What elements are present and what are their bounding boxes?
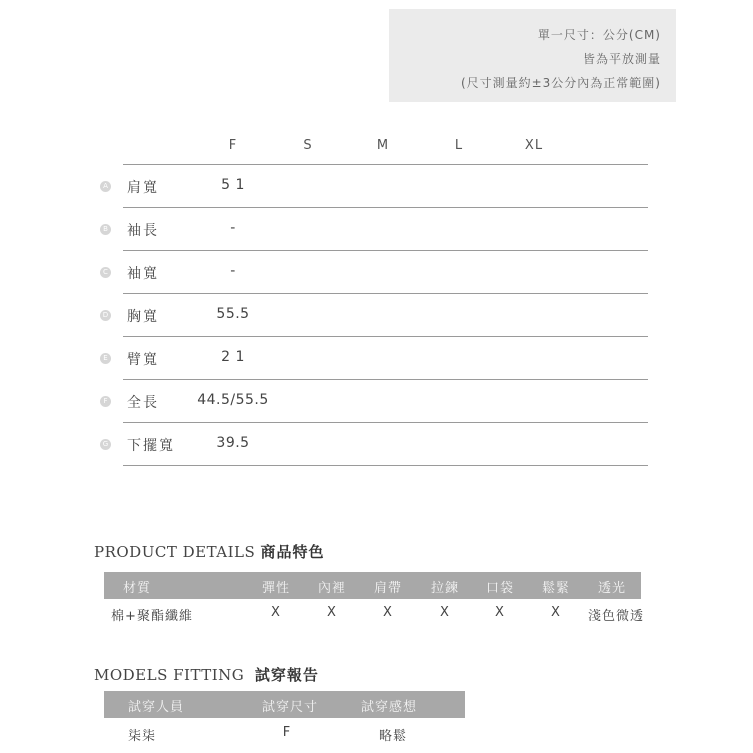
size-row-sleeve-length — [103, 208, 648, 251]
detail-header-strap: 肩帶 — [373, 581, 403, 596]
size-row-arm — [103, 337, 648, 380]
models-fitting-title — [94, 664, 319, 685]
note-tolerance: (尺寸測量約±3公分內為正常範圍) — [460, 76, 661, 90]
badge-b-icon: B — [100, 224, 111, 235]
fit-header-size: 試穿尺寸 — [261, 700, 319, 715]
detail-header-lining: 內裡 — [317, 581, 347, 596]
size-row-sleeve-width — [103, 251, 648, 294]
size-row-shoulder — [103, 165, 648, 208]
badge-c-icon: C — [100, 267, 111, 278]
row-label: 全長 — [127, 395, 159, 411]
fit-value-model: 柒柒 — [127, 729, 157, 744]
product-details-header — [104, 572, 641, 599]
detail-header-waist: 鬆緊 — [541, 581, 571, 596]
badge-e-icon: E — [100, 353, 111, 364]
badge-g-icon: G — [100, 439, 111, 450]
row-label: 下擺寬 — [127, 438, 175, 454]
note-unit: 單一尺寸：公分(CM) — [537, 28, 661, 42]
detail-header-elasticity: 彈性 — [261, 581, 291, 596]
detail-value-elasticity: X — [271, 605, 281, 620]
models-fitting-title-en: MODELS FITTING — [94, 666, 245, 684]
row-label: 肩寬 — [127, 180, 159, 196]
detail-value-material: 棉+聚酯纖維 — [111, 609, 193, 624]
row-value-f: 2 1 — [221, 349, 245, 365]
size-header-f: F — [228, 138, 238, 153]
size-header-s: S — [303, 138, 313, 153]
size-header-xl: XL — [524, 138, 544, 153]
row-label: 臂寬 — [127, 352, 159, 368]
product-details-title — [94, 541, 325, 562]
size-table — [95, 131, 648, 466]
models-fitting-title-zh: 試穿報告 — [254, 666, 319, 684]
fit-header-model: 試穿人員 — [127, 700, 185, 715]
row-label: 袖長 — [127, 223, 159, 239]
detail-header-sheerness: 透光 — [597, 581, 627, 596]
row-label: 胸寬 — [127, 309, 159, 325]
product-details-title-zh: 商品特色 — [260, 543, 325, 561]
detail-header-material: 材質 — [122, 581, 152, 596]
row-value-f: 39.5 — [216, 435, 250, 451]
badge-f-icon: F — [100, 396, 111, 407]
badge-d-icon: D — [100, 310, 111, 321]
detail-value-strap: X — [383, 605, 393, 620]
row-value-f: 44.5/55.5 — [197, 392, 269, 408]
note-method: 皆為平放測量 — [582, 52, 661, 66]
detail-value-pocket: X — [495, 605, 505, 620]
detail-value-zipper: X — [440, 605, 450, 620]
fit-value-feedback: 略鬆 — [378, 729, 408, 744]
models-fitting-header — [104, 691, 465, 718]
detail-header-pocket: 口袋 — [485, 581, 515, 596]
row-value-f: - — [230, 263, 236, 279]
detail-value-lining: X — [327, 605, 337, 620]
detail-value-waist: X — [551, 605, 561, 620]
models-fitting-values — [104, 720, 465, 747]
size-table-header — [123, 131, 648, 165]
detail-value-sheerness: 淺色微透 — [587, 609, 645, 624]
row-value-f: 5 1 — [221, 177, 245, 193]
detail-header-zipper: 拉鍊 — [430, 581, 460, 596]
size-row-length — [103, 380, 648, 423]
badge-a-icon: A — [100, 181, 111, 192]
measurement-note — [389, 9, 676, 102]
size-row-hem — [102, 423, 648, 466]
fit-header-feedback: 試穿感想 — [360, 700, 418, 715]
size-header-l: L — [454, 138, 464, 153]
product-details-values — [104, 600, 664, 627]
product-details-title-en: PRODUCT DETAILS — [94, 543, 256, 561]
size-header-m: M — [376, 138, 390, 153]
row-value-f: - — [230, 220, 236, 236]
fit-value-size: F — [282, 725, 292, 740]
size-row-chest — [102, 294, 648, 337]
row-label: 袖寬 — [127, 266, 159, 282]
row-value-f: 55.5 — [216, 306, 250, 322]
